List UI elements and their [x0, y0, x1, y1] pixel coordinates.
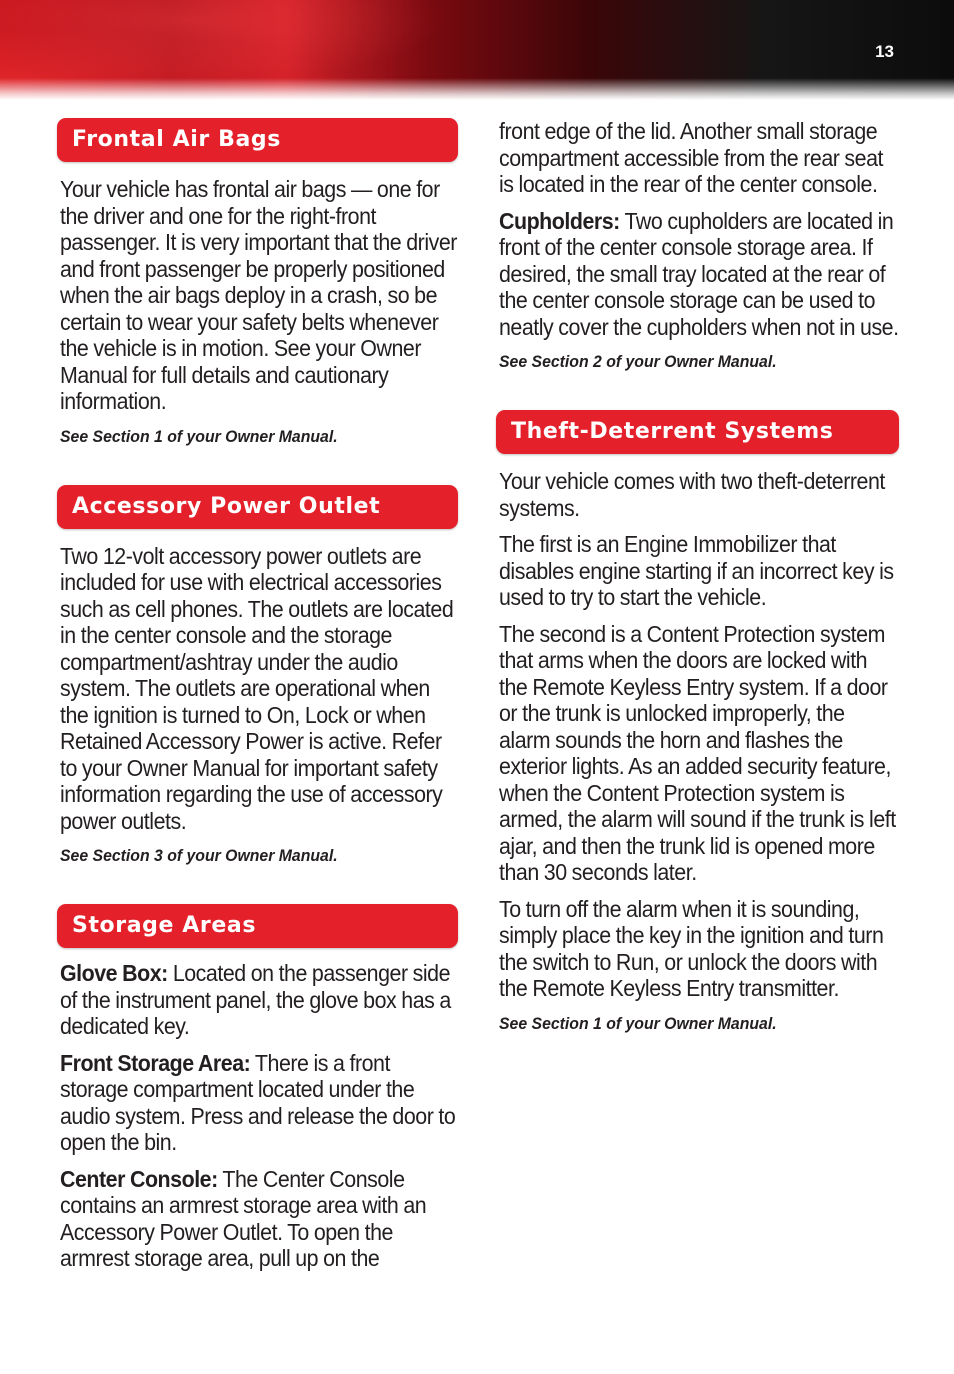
glove-box-paragraph — [60, 960, 460, 1040]
accessory-power-outlet-body: Two 12-volt accessory power outlets are included for use with electrical accessories such as cell phones. The outlets are located in the center console and the storage compartment/ashtray under the audio system. The outlets are operational when the ignition is turned to On, Lock or when Retained Accessory Power is active. Refer to your Owner Manual for important safety information regarding the use of accessory power outlets. — [60, 542, 454, 834]
front-storage-paragraph — [60, 1050, 460, 1156]
storage-reference: See Section 2 of your Owner Manual. — [499, 352, 777, 371]
section-heading-theft-deterrent: Theft-Deterrent Systems — [496, 410, 899, 454]
theft-deterrent-paragraph-1: Your vehicle comes with two theft-deterrent systems. — [499, 468, 885, 521]
cupholders-label: Cupholders: — [499, 207, 620, 234]
section-heading-storage-areas: Storage Areas — [57, 904, 458, 948]
accessory-power-outlet-reference: See Section 3 of your Owner Manual. — [60, 846, 338, 865]
right-column — [499, 118, 899, 1034]
theft-deterrent-reference: See Section 1 of your Owner Manual. — [499, 1013, 777, 1033]
storage-continued-text: front edge of the lid. Another small storage compartment accessible from the rear seat is located in the rear of the center console. — [499, 118, 884, 197]
center-console-text: The Center Console contains an armrest storage area with an Accessory Power Outlet. To open the armrest storage area, pull up on the — [60, 1165, 427, 1271]
frontal-air-bags-reference: See Section 1 of your Owner Manual. — [60, 426, 338, 446]
theft-deterrent-paragraph-2: The first is an Engine Immobilizer that disables engine starting if an incorrect key is used to try to start the vehicle. — [499, 531, 894, 610]
glove-box-text: Located on the passenger side of the instrument panel, the glove box has a dedicated key. — [60, 960, 451, 1039]
center-console-paragraph — [60, 1166, 460, 1272]
page-header-banner — [0, 0, 954, 100]
cupholders-paragraph — [499, 208, 899, 341]
frontal-air-bags-body: Your vehicle has frontal air bags — one for the driver and one for the right-front passenger. It is very important that the driver and front passenger be properly positioned when the air bags deploy in a crash, so be certain to wear your safety belts whenever the vehicle is in motion. See your Owner Manual for full details and cautionary information. — [60, 176, 457, 414]
front-storage-label: Front Storage Area: — [60, 1049, 251, 1076]
center-console-label: Center Console: — [60, 1165, 218, 1192]
theft-deterrent-paragraph-4: To turn off the alarm when it is sounding, simply place the key in the ignition and turn the switch to Run, or unlock the doors with the Remote Keyless Entry transmitter. — [499, 895, 884, 1001]
glove-box-label: Glove Box: — [60, 960, 168, 986]
page-number: 13 — [875, 42, 894, 61]
section-heading-frontal-air-bags: Frontal Air Bags — [57, 118, 458, 162]
left-column — [60, 118, 458, 1272]
section-heading-accessory-power-outlet: Accessory Power Outlet — [57, 485, 458, 529]
cupholders-text: Two cupholders are located in front of the center console storage area. If desired, the small tray located at the rear of the center console storage can be used to neatly cover the cupholders when not in use. — [499, 207, 899, 340]
front-storage-text: There is a front storage compartment located under the audio system. Press and release the door to open the bin. — [60, 1049, 456, 1155]
theft-deterrent-paragraph-3: The second is a Content Protection system that arms when the doors are locked with the Remote Keyless Entry system. If a door or the trunk is unlocked improperly, the alarm sounds the horn and flashes the exterior lights. As an added security feature, when the Content Protection system is armed, the alarm will sound if the trunk is left ajar, and then the trunk lid is opened more than 30 seconds later. — [499, 620, 896, 885]
